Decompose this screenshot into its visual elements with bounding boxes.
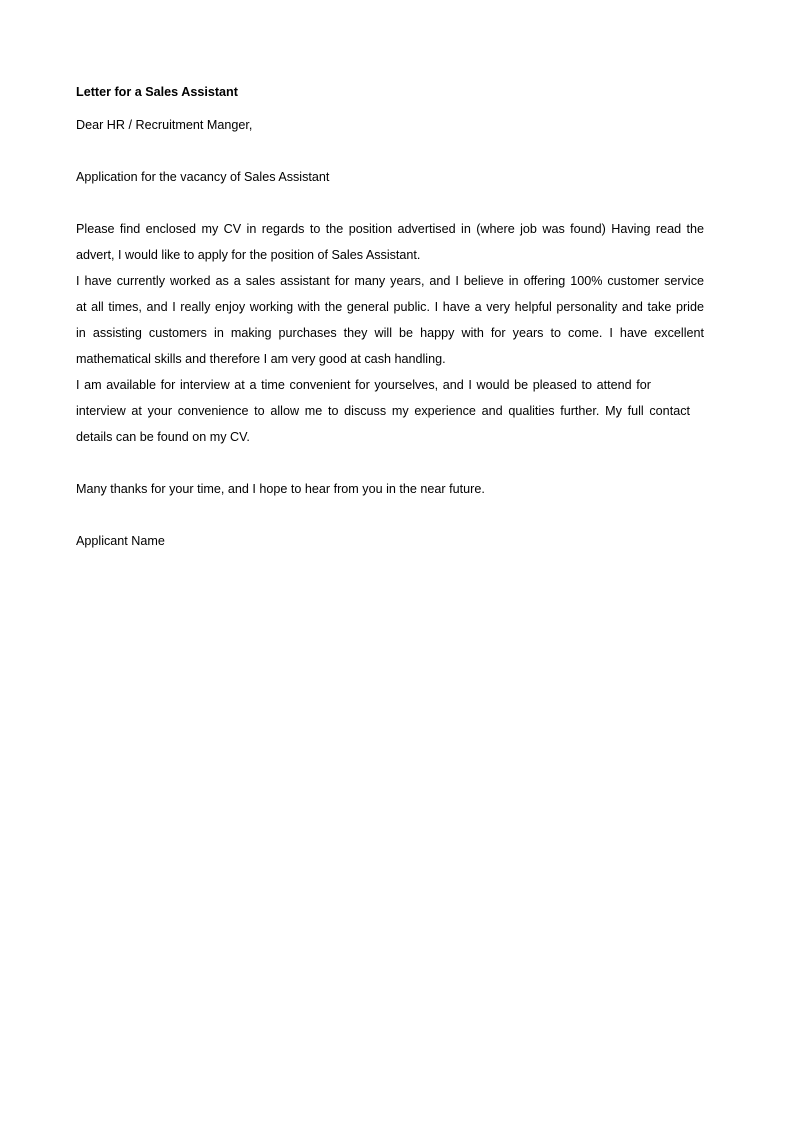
paragraph-2-line-2-text: at all times, and I really enjoy working with the general public. I have a very helpful personality and take pride bbox=[76, 300, 704, 314]
letter-title: Letter for a Sales Assistant bbox=[76, 85, 238, 99]
closing-line: Many thanks for your time, and I hope to hear from you in the near future. bbox=[76, 482, 485, 496]
paragraph-3-line-2-text: interview at your convenience to allow me to discuss my experience and qualities further. My full contact bbox=[76, 404, 690, 418]
subject-line: Application for the vacancy of Sales Assistant bbox=[76, 170, 330, 184]
paragraph-3-line-2 bbox=[76, 403, 690, 419]
paragraph-2-line-4: mathematical skills and therefore I am very good at cash handling. bbox=[76, 352, 446, 366]
paragraph-2-line-1-text: I have currently worked as a sales assistant for many years, and I believe in offering 100% customer service bbox=[76, 274, 704, 288]
paragraph-3-line-1 bbox=[76, 377, 651, 393]
paragraph-2-line-1 bbox=[76, 273, 704, 289]
paragraph-3-line-3: details can be found on my CV. bbox=[76, 430, 250, 444]
paragraph-1-line-1 bbox=[76, 221, 704, 237]
paragraph-3-line-1-text: I am available for interview at a time convenient for yourselves, and I would be pleased to attend for bbox=[76, 378, 651, 392]
paragraph-2-line-2 bbox=[76, 299, 704, 315]
signature: Applicant Name bbox=[76, 534, 165, 548]
paragraph-1-line-1-text: Please find enclosed my CV in regards to the position advertised in (where job was found) Having read the bbox=[76, 222, 704, 236]
paragraph-1-line-2: advert, I would like to apply for the position of Sales Assistant. bbox=[76, 248, 421, 262]
paragraph-2-line-3-text: in assisting customers in making purchases they will be happy with for years to come. I have excellent bbox=[76, 326, 704, 340]
paragraph-2-line-3 bbox=[76, 325, 704, 341]
salutation: Dear HR / Recruitment Manger, bbox=[76, 118, 253, 132]
